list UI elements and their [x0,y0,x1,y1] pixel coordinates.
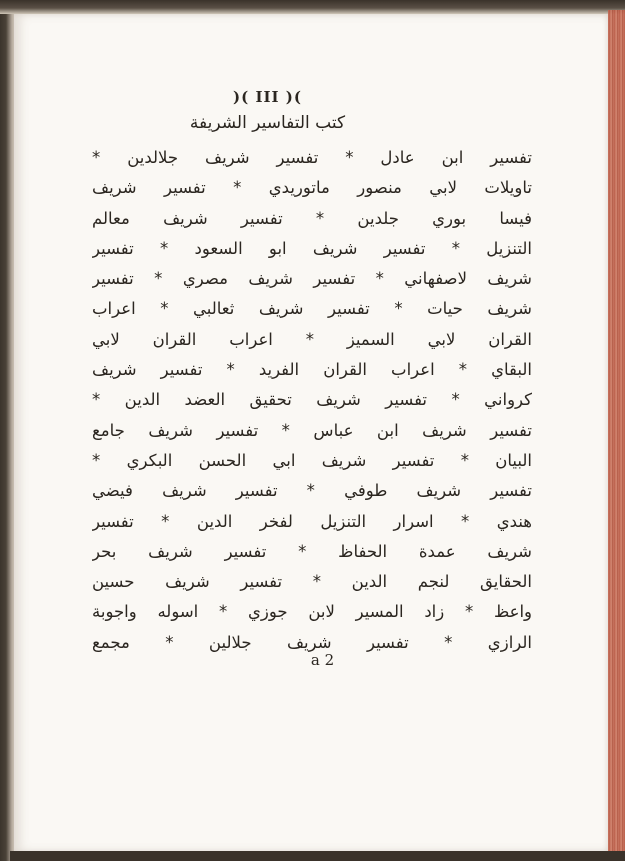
text-line: البقاي * اعراب القران الفريد * تفسير شريف [92,360,532,380]
text-line: التنزيل * تفسير شريف ابو السعود * تفسير [92,238,532,258]
text-line: شريف عمدة الحفاظ * تفسير شريف بحر [92,541,532,561]
text-block [92,143,532,658]
text-line: تاويلات لابي منصور ماتوريدي * تفسير شريف [92,178,532,198]
red-page-edge [608,10,625,861]
text-line: تفسير ابن عادل * تفسير شريف جلالدين * [92,148,532,167]
text-line: تفسير شريف ابن عباس * تفسير شريف جامع [92,420,532,440]
text-line: هندي * اسرار التنزيل لفخر الدين * تفسير [92,511,532,531]
text-line: تفسير شريف طوفي * تفسير شريف فيضي [92,481,532,501]
text-line: الرازي * تفسير شريف جلالين * مجمع [92,632,532,652]
text-line: فيسا بوري جلدين * تفسير شريف معالم [92,208,532,228]
text-line: شريف لاصفهاني * تفسير شريف مصري * تفسير [92,269,532,289]
text-line: كرواني * تفسير شريف تحقيق العضد الدين * [92,390,532,410]
text-line: شريف حيات * تفسير شريف ثعالبي * اعراب [92,299,532,319]
text-line: القران لابي السميز * اعراب القران لابي [92,329,532,349]
page-number: )( III )( [233,88,302,106]
top-binding-edge [0,0,625,14]
section-title: كتب التفاسير الشريفة [189,113,346,133]
text-line: البيان * تفسير شريف ابي الحسن البكري * [92,450,532,470]
signature-mark: a 2 [310,651,335,669]
bottom-binding-edge [10,851,625,861]
text-line: الحقايق لنجم الدين * تفسير شريف حسين [92,572,532,592]
text-line: واعظ * زاد المسير لابن جوزي * اسوله واجوبة [92,602,532,622]
